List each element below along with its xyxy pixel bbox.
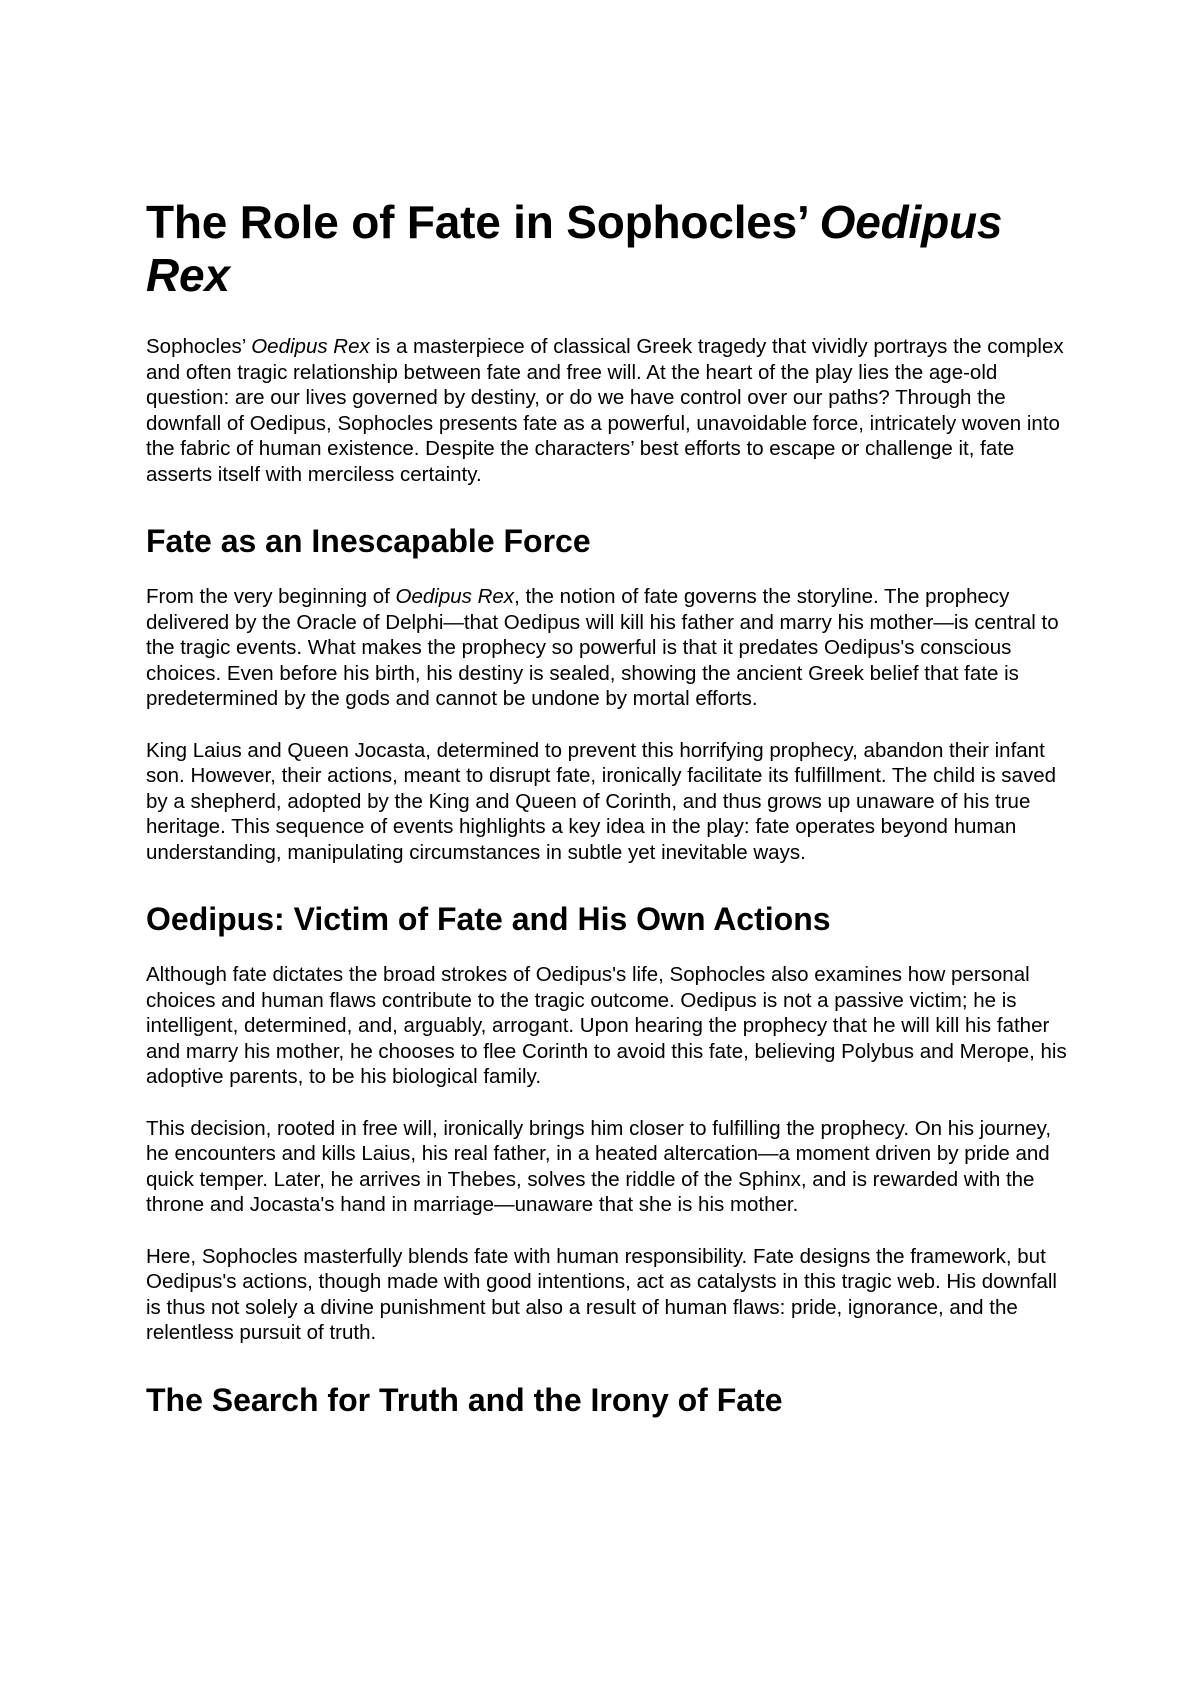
document-title [146, 196, 1076, 302]
section1-p1-after: , the notion of fate governs the storyline. The prophecy delivered by the Oracle of Delphi—that Oedipus will kill his father and marry his mother—is central to the tragic events. What makes the prophecy so powerful is that it predates Oedipus's conscious choices. Even before his birth, his destiny is sealed, showing the ancient Greek belief that fate is predetermined by the gods and cannot be undone by mortal efforts. [146, 585, 1059, 710]
title-italic-text: Oedipus Rex [146, 196, 1003, 301]
section1-p1-italic: Oedipus Rex [395, 585, 515, 608]
intro-italic-text: Oedipus Rex [251, 335, 370, 358]
section-heading-victim-of-fate: Oedipus: Victim of Fate and His Own Actions [146, 901, 831, 937]
intro-text-after: is a masterpiece of classical Greek tragedy that vividly portrays the complex and often tragic relationship between fate and free will. At the heart of the play lies the age-old question: are our lives governed by destiny, or do we have control over our paths? Through the downfall of Oedipus, Sophocles presents fate as a powerful, unavoidable force, intricately woven into the fabric of human existence. Despite the characters’ best efforts to escape or challenge it, fate asserts itself with merciless certainty. [146, 335, 1064, 486]
section1-paragraph-2: King Laius and Queen Jocasta, determined to prevent this horrifying prophecy, abandon their infant son. However, their actions, meant to disrupt fate, ironically facilitate its fulfillment. The child is saved by a shepherd, adopted by the King and Queen of Corinth, and thus grows up unaware of his true heritage. This sequence of events highlights a key idea in the play: fate operates beyond human understanding, manipulating circumstances in subtle yet inevitable ways. [146, 738, 1057, 864]
section1-p1-before: From the very beginning of [146, 585, 396, 608]
document-page [146, 196, 1076, 1443]
intro-text-before: Sophocles’ [146, 335, 252, 358]
section2-paragraph-1: Although fate dictates the broad strokes of Oedipus's life, Sophocles also examines how personal choices and human flaws contribute to the tragic outcome. Oedipus is not a passive victim; he is intelligent, determined, and, arguably, arrogant. Upon hearing the prophecy that he will kill his father and marry his mother, he chooses to flee Corinth to avoid this fate, believing Polybus and Merope, his adoptive parents, to be his biological family. [146, 963, 1067, 1088]
intro-paragraph [146, 334, 1076, 487]
section2-paragraph-3: Here, Sophocles masterfully blends fate with human responsibility. Fate designs the framework, but Oedipus's actions, though made with good intentions, act as catalysts in this tragic web. His downfall is thus not solely a divine punishment but also a result of human flaws: pride, ignorance, and the relentless pursuit of truth. [146, 1244, 1057, 1344]
section2-paragraph-2: This decision, rooted in free will, ironically brings him closer to fulfilling the prophecy. On his journey, he encounters and kills Laius, his real father, in a heated altercation—a moment driven by pride and quick temper. Later, he arrives in Thebes, solves the riddle of the Sphinx, and is rewarded with the throne and Jocasta's hand in marriage—unaware that she is his mother. [146, 1116, 1052, 1216]
section1-paragraph-1 [146, 584, 1076, 712]
section-heading-fate-force: Fate as an Inescapable Force [146, 523, 591, 559]
section-heading-search-for-truth: The Search for Truth and the Irony of Fate [146, 1381, 783, 1418]
title-text: The Role of Fate in Sophocles’ [146, 196, 820, 248]
